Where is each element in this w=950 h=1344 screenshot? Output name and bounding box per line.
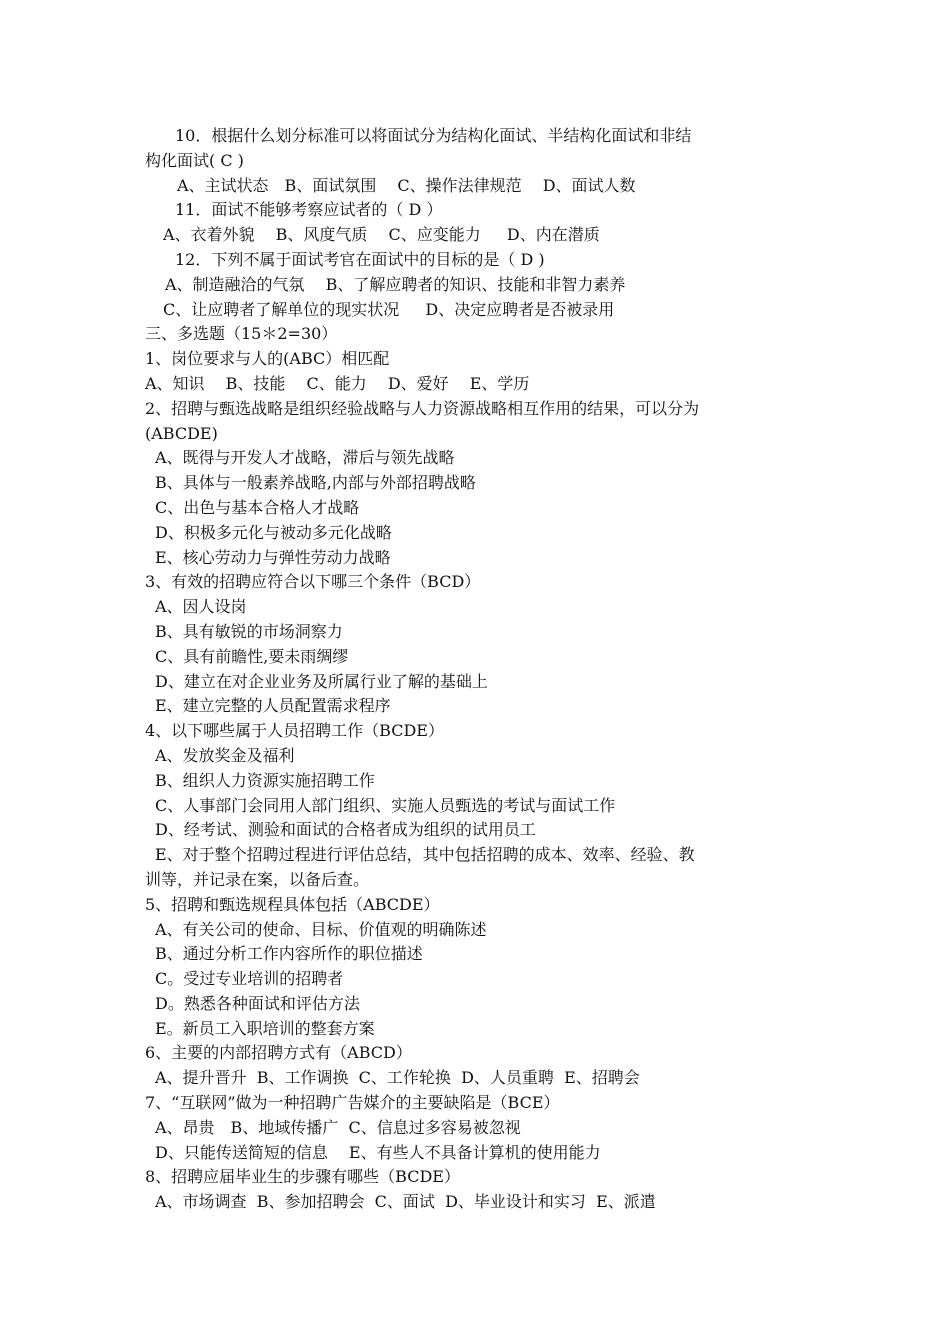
text-line: B、具有敏锐的市场洞察力	[155, 621, 343, 641]
document-page	[145, 124, 815, 1215]
text-line: C、让应聘者了解单位的现实状况 D、决定应聘者是否被录用	[163, 299, 615, 319]
text-line: E、核心劳动力与弹性劳动力战略	[155, 547, 391, 567]
text-line: A、发放奖金及福利	[155, 745, 295, 765]
text-line: 5、招聘和甄选规程具体包括（ABCDE）	[145, 894, 440, 914]
text-line: D、建立在对企业业务及所属行业了解的基础上	[155, 671, 488, 691]
text-line: 11．面试不能够考察应试者的（ D ）	[175, 200, 443, 220]
text-line: B、通过分析工作内容所作的职位描述	[155, 944, 423, 964]
text-line: 构化面试( C )	[145, 150, 244, 170]
text-line: A、既得与开发人才战略，滞后与领先战略	[155, 448, 455, 468]
text-line: D、积极多元化与被动多元化战略	[155, 522, 392, 542]
text-line: D、只能传送简短的信息 E、有些人不具备计算机的使用能力	[155, 1142, 601, 1162]
text-line: E、对于整个招聘过程进行评估总结，其中包括招聘的成本、效率、经验、教	[155, 845, 695, 865]
text-line: 10．根据什么划分标准可以将面试分为结构化面试、半结构化面试和非结	[175, 126, 692, 145]
text-line: C。受过专业培训的招聘者	[155, 969, 344, 989]
text-line: 2、招聘与甄选战略是组织经验战略与人力资源战略相互作用的结果，可以分为	[145, 398, 700, 418]
text-line: A、主试状态 B、面试氛围 C、操作法律规范 D、面试人数	[177, 175, 636, 195]
text-line: 3、有效的招聘应符合以下哪三个条件（BCD）	[145, 572, 481, 592]
text-line: 12．下列不属于面试考官在面试中的目标的是（ D )	[175, 249, 545, 269]
text-line: D。熟悉各种面试和评估方法	[155, 993, 360, 1013]
text-line: E。新员工入职培训的整套方案	[155, 1018, 375, 1038]
text-line: 7、“互联网”做为一种招聘广告媒介的主要缺陷是（BCE）	[145, 1093, 560, 1113]
text-line: E、建立完整的人员配置需求程序	[155, 696, 391, 716]
text-line: 4、以下哪些属于人员招聘工作（BCDE）	[145, 721, 444, 741]
text-line: 6、主要的内部招聘方式有（ABCD）	[145, 1043, 412, 1063]
text-line: A、有关公司的使命、目标、价值观的明确陈述	[155, 919, 487, 939]
text-line: (ABCDE)	[145, 423, 218, 443]
text-line: A、制造融洽的气氛 B、了解应聘者的知识、技能和非智力素养	[165, 274, 626, 294]
text-line: 1、岗位要求与人的(ABC）相匹配	[145, 349, 390, 369]
text-line: 8、招聘应届毕业生的步骤有哪些（BCDE）	[145, 1167, 460, 1187]
text-line: B、组织人力资源实施招聘工作	[155, 770, 375, 790]
text-line: C、具有前瞻性,要未雨绸缪	[155, 646, 349, 666]
text-line: A、市场调查 B、参加招聘会 C、面试 D、毕业设计和实习 E、派遣	[155, 1192, 656, 1212]
text-line: D、经考试、测验和面试的合格者成为组织的试用员工	[155, 820, 536, 840]
text-line: C、人事部门会同用人部门组织、实施人员甄选的考试与面试工作	[155, 795, 616, 815]
text-line: A、因人设岗	[155, 597, 247, 617]
text-line: B、具体与一般素养战略,内部与外部招聘战略	[155, 473, 476, 493]
text-line: A、提升晋升 B、工作调换 C、工作轮换 D、人员重聘 E、招聘会	[155, 1068, 640, 1088]
text-line: 训等，并记录在案，以备后查。	[145, 869, 370, 889]
text-line: 三、多选题（15＊2=30）	[145, 324, 338, 344]
text-line: A、昂贵 B、地域传播广 C、信息过多容易被忽视	[155, 1117, 521, 1137]
text-line: A、知识 B、技能 C、能力 D、爱好 E、学历	[145, 373, 530, 393]
text-line: C、出色与基本合格人才战略	[155, 497, 360, 517]
text-line: A、衣着外貌 B、风度气质 C、应变能力 D、内在潜质	[163, 225, 600, 245]
